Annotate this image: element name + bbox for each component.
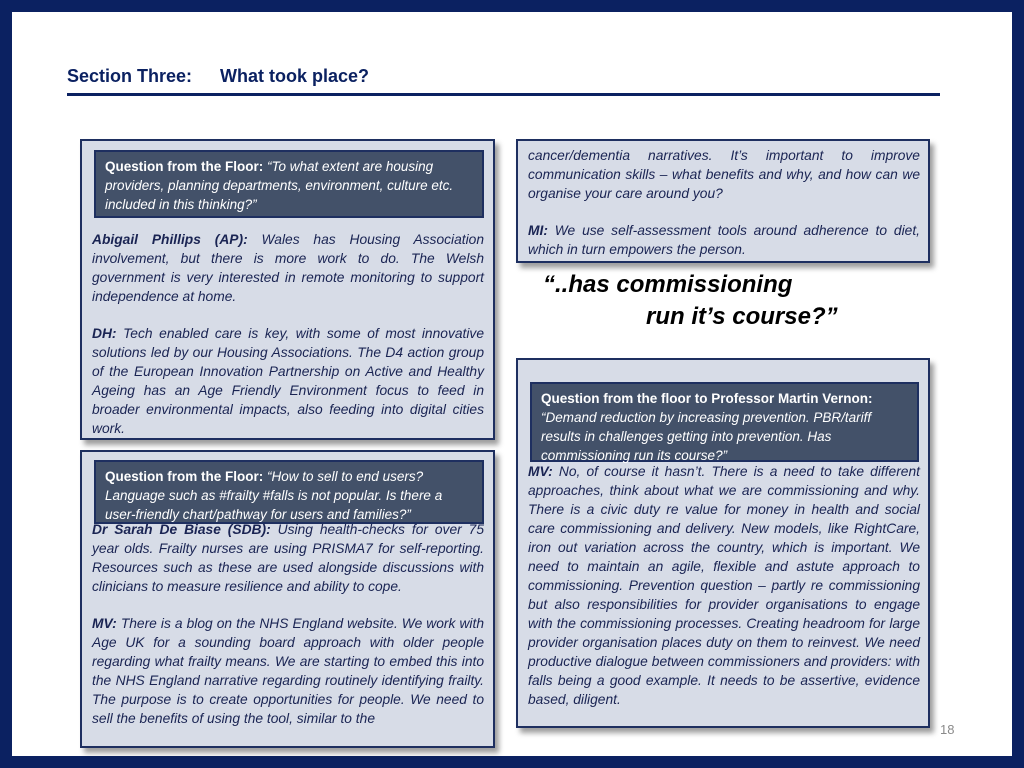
question-box [530, 382, 919, 462]
question-text: “How to sell to end users? Language such as #frailty #falls is not popular. Is there a user-friendly chart/pathway for users and families?” [105, 469, 443, 522]
answer-text: cancer/dementia narratives. It’s important to improve communication skills – what benefits and why, and how can we organise your care around you? [528, 148, 920, 201]
panel-commissioning-question [516, 358, 930, 728]
question-box [94, 150, 484, 218]
pull-quote-line-1: “..has commissioning [543, 271, 793, 298]
pull-quote [543, 268, 873, 348]
answer-entry [92, 230, 484, 306]
panel-housing-question [80, 139, 495, 440]
answer-text: We use self-assessment tools around adherence to diet, which in turn empowers the person. [528, 223, 920, 257]
question-text: “To what extent are housing providers, planning departments, environment, culture etc. included in this thinking?” [105, 159, 454, 212]
answer-entry [92, 614, 484, 728]
section-label: Section Three: [67, 66, 193, 86]
answer-text: No, of course it hasn’t. There is a need to take different approaches, think about what we are commissioning and why. There is a civic duty re value for money in health and social care commissioning and delivery. New models, like RightCare, iron out variation across the country, which is important. We need to maintain an agile, flexible and astute approach to commissioning. Prevention question – partly re commissioning but also responsibilities for provider organisations to engage with the commissioning processes. Creating headroom for large provider organisation places duty on them to reinvest. We need productive dialogue between commissioners and providers: with falls being a good example. It needs to be assertive, evidence based, diligent. [528, 464, 920, 707]
answer-entry [528, 462, 920, 709]
speaker: Dr Sarah De Biase (SDB): [92, 522, 271, 537]
question-text: “Demand reduction by increasing prevention. PBR/tariff results in challenges getting into prevention. Has commissioning run its course?” [541, 410, 872, 463]
answer-entry [92, 520, 484, 596]
answers [528, 146, 920, 259]
answers [92, 520, 484, 728]
question-box [94, 460, 484, 524]
answer-text: Wales has Housing Association involvement, but there is more work to do. The Welsh government is very interested in remote monitoring to support independence at home. [92, 232, 484, 304]
speaker: MV: [528, 464, 553, 479]
question-label: Question from the floor to Professor Martin Vernon: [541, 391, 873, 406]
answer-entry [528, 221, 920, 259]
speaker: MV: [92, 616, 117, 631]
page-number: 18 [940, 722, 955, 737]
answer-text: Tech enabled care is key, with some of most innovative solutions led by our Housing Associations. The D4 action group of the European Innovation Partnership on Active and Healthy Ageing has an Age Friendly Environment focus to feed in broader environmental impacts, also feeding into digital cities work. [92, 326, 484, 436]
pull-quote-line-2: run it’s course?” [646, 303, 838, 330]
panel-end-users-question [80, 450, 495, 748]
answer-entry [92, 324, 484, 438]
panel-continued-answers [516, 139, 930, 263]
speaker: DH: [92, 326, 117, 341]
speaker: Abigail Phillips (AP): [92, 232, 248, 247]
section-header [67, 66, 940, 96]
header-divider [67, 93, 940, 96]
answer-entry [528, 146, 920, 203]
answer-text: Using health-checks for over 75 year olds. Frailty nurses are using PRISMA7 for self-reporting. Resources such as these are used alongside discussions with clinicians to measure resilience and ability to cope. [92, 522, 484, 594]
answers [92, 230, 484, 438]
question-label: Question from the Floor: [105, 159, 264, 174]
answers [528, 462, 920, 709]
speaker: MI: [528, 223, 548, 238]
page-title: What took place? [220, 66, 370, 86]
question-label: Question from the Floor: [105, 469, 264, 484]
answer-text: There is a blog on the NHS England website. We work with Age UK for a sounding board approach with older people regarding what frailty means. We are starting to embed this into the NHS England narrative regarding routinely identifying frailty. The purpose is to create opportunities for people. We need to sell the benefits of using the tool, similar to the [92, 616, 484, 726]
